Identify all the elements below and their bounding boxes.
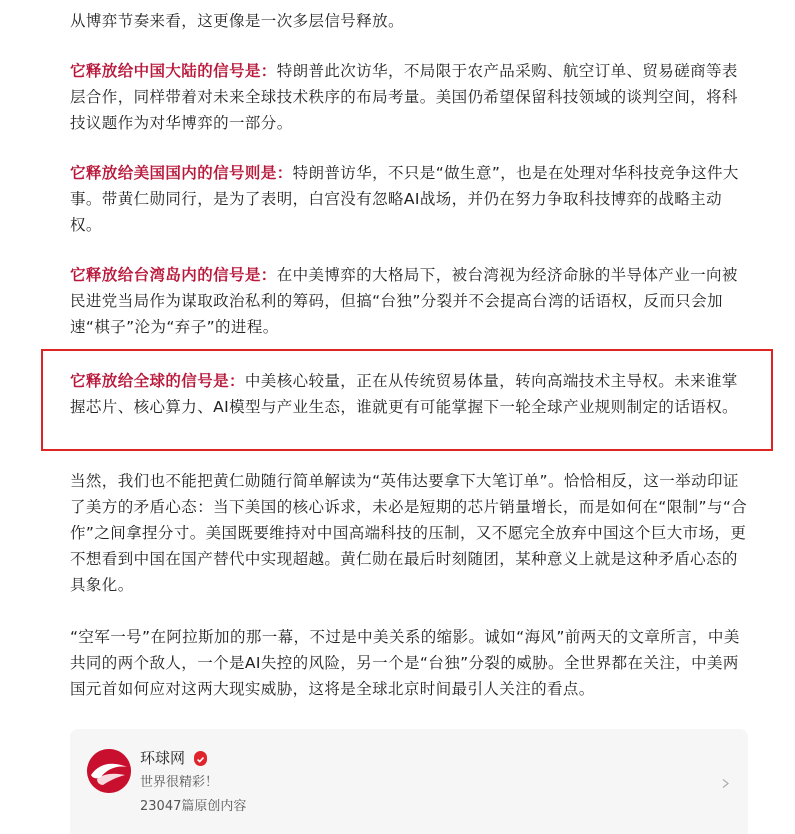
signal-lead-global: 它释放给全球的信号是： bbox=[70, 372, 245, 390]
signal-body-mainland: 特朗普此次访华，不局限于农产品采购、航空订单、贸易磋商等表层合作，同样带着对未来全球技术秩序的布局考量。美国仍希望保留科技领域的谈判空间，将科技议题作为对华博弈的一部分。 bbox=[70, 62, 738, 132]
author-article-count: 23047篇原创内容 bbox=[140, 799, 247, 814]
globe-logo-icon bbox=[87, 749, 131, 793]
verified-badge-icon bbox=[194, 751, 207, 764]
author-name: 环球网 bbox=[140, 749, 186, 767]
signal-paragraph-global bbox=[70, 368, 750, 420]
signal-body-taiwan: 在中美博弈的大格局下，被台湾视为经济命脉的半导体产业一向被民进党当局作为谋取政治私利的筹码，但搞“台独”分裂并不会提高台湾的话语权，反而只会加速“棋子”沦为“弃子”的进程。 bbox=[70, 266, 738, 336]
signal-paragraph-mainland bbox=[70, 58, 750, 136]
closing-paragraph: “空军一号”在阿拉斯加的那一幕，不过是中美关系的缩影。诚如“海风”前两天的文章所言，中美共同的两个敌人，一个是AI失控的风险，另一个是“台独”分裂的威胁。全世界都在关注，中美两国元首如何应对这两大现实威胁，这将是全球北京时间最引人关注的看点。 bbox=[70, 628, 740, 698]
chevron-right-icon[interactable] bbox=[721, 773, 730, 782]
author-slogan: 世界很精彩！ bbox=[140, 775, 219, 790]
signal-lead-us: 它释放给美国国内的信号则是： bbox=[70, 164, 293, 182]
closing-section bbox=[70, 468, 750, 702]
author-card[interactable] bbox=[70, 729, 748, 834]
closing-paragraph: 当然，我们也不能把黄仁勋随行简单解读为“英伟达要拿下大笔订单”。恰恰相反，这一举动印证了美方的矛盾心态：当下美国的核心诉求，未必是短期的芯片销量增长，而是如何在“限制”与“合作”之间拿捏分寸。美国既要维持对中国高端科技的压制，又不愿完全放弃中国这个巨大市场，更不想看到中国在国产替代中实现超越。黄仁勋在最后时刻随团，某种意义上就是这种矛盾心态的具象化。 bbox=[70, 472, 748, 594]
intro-paragraph: 从博弈节奏来看，这更像是一次多层信号释放。 bbox=[70, 12, 404, 30]
signal-paragraph-taiwan bbox=[70, 262, 750, 340]
signal-body-us: 特朗普访华，不只是“做生意”，也是在处理对华科技竞争这件大事。带黄仁勋同行，是为了表明，白宫没有忽略AI战场，并仍在努力争取科技博弈的战略主动权。 bbox=[70, 164, 739, 234]
signal-lead-taiwan: 它释放给台湾岛内的信号是： bbox=[70, 266, 277, 284]
signal-body-global: 中美核心较量，正在从传统贸易体量，转向高端技术主导权。未来谁掌握芯片、核心算力、AI模型与产业生态，谁就更有可能掌握下一轮全球产业规则制定的话语权。 bbox=[70, 372, 738, 416]
article-body bbox=[70, 0, 750, 340]
signal-lead-mainland: 它释放给中国大陆的信号是： bbox=[70, 62, 277, 80]
signal-paragraph-us bbox=[70, 160, 750, 238]
